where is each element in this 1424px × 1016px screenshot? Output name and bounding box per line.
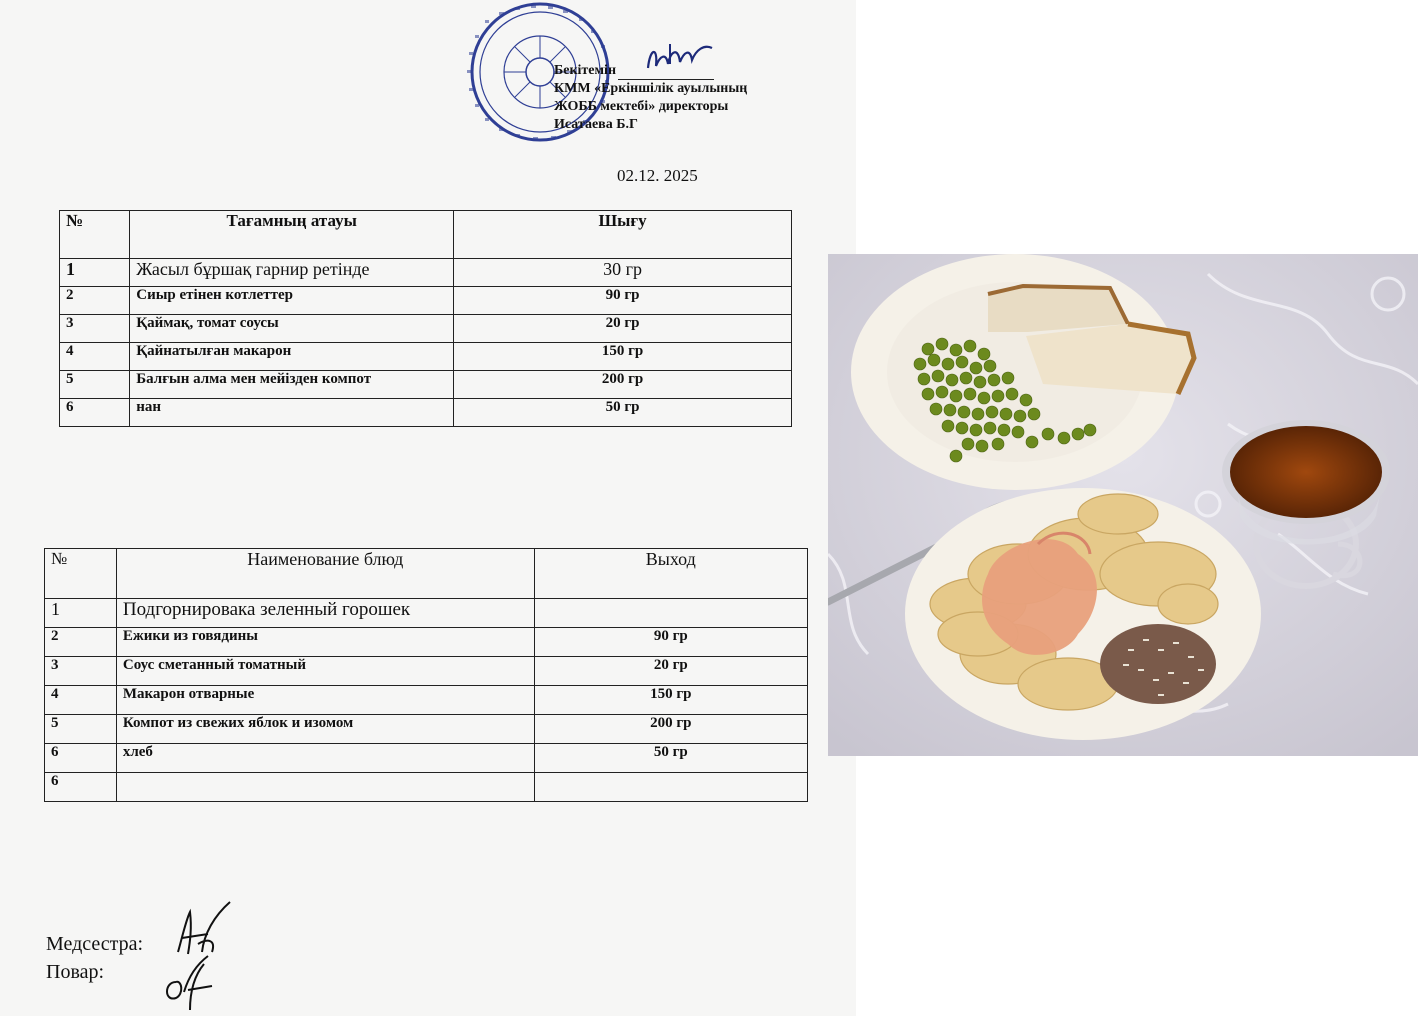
staff-signatures	[46, 930, 143, 986]
row-dish: хлеб	[116, 744, 534, 773]
table-row	[45, 628, 808, 657]
row-number: 6	[45, 744, 117, 773]
row-number: 6	[60, 399, 130, 427]
row-number: 5	[45, 715, 117, 744]
table-row	[60, 315, 792, 343]
table-row	[45, 715, 808, 744]
row-output: 200 гр	[534, 715, 807, 744]
row-dish: Макарон отварные	[116, 686, 534, 715]
row-number: 1	[60, 259, 130, 287]
row-dish: Балғын алма мен мейізден компот	[130, 371, 454, 399]
meal-photo	[828, 254, 1418, 756]
row-dish: Соус сметанный томатный	[116, 657, 534, 686]
table-row	[60, 287, 792, 315]
table-header-row	[60, 211, 792, 259]
row-number: 2	[45, 628, 117, 657]
row-dish: Жасыл бұршақ гарнир ретінде	[130, 259, 454, 287]
header-number: №	[45, 549, 117, 599]
row-output: 200 гр	[454, 371, 792, 399]
row-dish: Компот из свежих яблок и изомом	[116, 715, 534, 744]
row-output: 30 гр	[454, 259, 792, 287]
row-number: 4	[45, 686, 117, 715]
nurse-signature	[168, 898, 238, 960]
row-output: 20 гр	[534, 657, 807, 686]
nurse-label: Медсестра:	[46, 933, 144, 955]
row-output: 90 гр	[534, 628, 807, 657]
row-number: 2	[60, 287, 130, 315]
approval-name: Исатаева Б.Г	[554, 117, 638, 132]
table-row	[45, 686, 808, 715]
row-number: 3	[60, 315, 130, 343]
row-dish	[116, 773, 534, 802]
cook-signature	[160, 952, 220, 1012]
row-output: 50 гр	[454, 399, 792, 427]
header-output: Выход	[534, 549, 807, 599]
row-dish: Қаймақ, томат соусы	[130, 315, 454, 343]
table-row	[45, 599, 808, 628]
row-number: 6	[45, 773, 117, 802]
approval-org: КММ «Еркіншілік ауылының	[554, 81, 748, 96]
table-row	[60, 399, 792, 427]
row-output	[534, 599, 807, 628]
row-output: 150 гр	[454, 343, 792, 371]
table-row	[45, 744, 808, 773]
row-dish: Ежики из говядины	[116, 628, 534, 657]
row-output: 150 гр	[534, 686, 807, 715]
menu-table-kazakh	[59, 210, 792, 427]
row-dish: Сиыр етінен котлеттер	[130, 287, 454, 315]
table-row	[60, 371, 792, 399]
menu-table-russian	[44, 548, 808, 802]
header-dish-name: Наименование блюд	[116, 549, 534, 599]
signature-line	[618, 65, 714, 80]
row-dish: нан	[130, 399, 454, 427]
row-number: 3	[45, 657, 117, 686]
approval-role: ЖОББ мектебі» директоры	[554, 99, 729, 114]
menu-date: 02.12. 2025	[617, 166, 698, 185]
table-row	[60, 343, 792, 371]
row-number: 4	[60, 343, 130, 371]
row-output	[534, 773, 807, 802]
header-output: Шығу	[454, 211, 792, 259]
approval-block	[554, 62, 814, 134]
approval-label: Бекітемін	[554, 63, 617, 78]
header-number: №	[60, 211, 130, 259]
row-number: 5	[60, 371, 130, 399]
row-dish: Қайнатылған макарон	[130, 343, 454, 371]
table-row	[60, 259, 792, 287]
table-row	[45, 657, 808, 686]
row-number: 1	[45, 599, 117, 628]
row-output: 50 гр	[534, 744, 807, 773]
table-row	[45, 773, 808, 802]
table-header-row	[45, 549, 808, 599]
header-dish-name: Тағамның атауы	[130, 211, 454, 259]
row-output: 20 гр	[454, 315, 792, 343]
row-dish: Подгорнировака зеленный горошек	[116, 599, 534, 628]
row-output: 90 гр	[454, 287, 792, 315]
cook-label: Повар:	[46, 961, 105, 983]
